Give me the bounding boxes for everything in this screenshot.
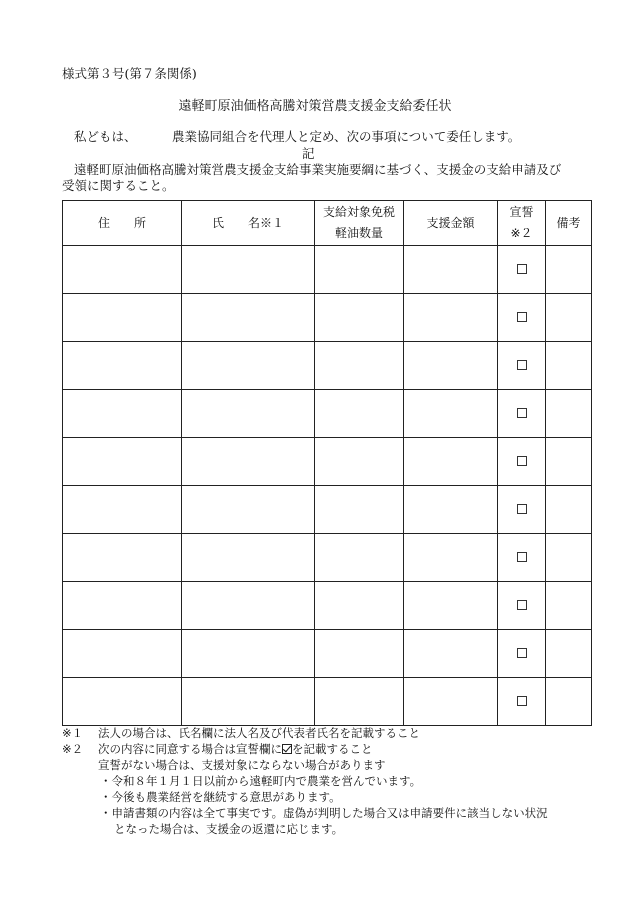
- table-row: [63, 342, 592, 390]
- amount-cell[interactable]: [404, 342, 498, 390]
- note-1-mark: ※１: [62, 726, 84, 740]
- oath-checkbox[interactable]: [517, 360, 527, 370]
- fuel-quantity-cell[interactable]: [315, 678, 404, 726]
- address-cell[interactable]: [63, 390, 182, 438]
- header-address: 住 所: [63, 201, 182, 246]
- remarks-cell[interactable]: [546, 630, 592, 678]
- oath-cell[interactable]: [498, 486, 546, 534]
- oath-checkbox[interactable]: [517, 408, 527, 418]
- amount-cell[interactable]: [404, 582, 498, 630]
- matter-line-2: 受領に関すること。: [62, 178, 175, 193]
- remarks-cell[interactable]: [546, 246, 592, 294]
- header-fuel-quantity: [315, 201, 404, 246]
- oath-cell[interactable]: [498, 246, 546, 294]
- fuel-quantity-cell[interactable]: [315, 390, 404, 438]
- oath-cell[interactable]: [498, 294, 546, 342]
- oath-bullet-2: ・今後も農業経営を継続する意思があります。: [100, 790, 341, 804]
- oath-cell[interactable]: [498, 630, 546, 678]
- form-number: 様式第３号(第７条関係): [62, 66, 197, 81]
- name-cell[interactable]: [182, 438, 315, 486]
- address-cell[interactable]: [63, 342, 182, 390]
- table-row: [63, 678, 592, 726]
- fuel-quantity-cell[interactable]: [315, 534, 404, 582]
- header-name: 氏 名※１: [182, 201, 315, 246]
- name-cell[interactable]: [182, 246, 315, 294]
- delegation-lead: 私どもは、: [74, 129, 137, 144]
- header-oath-line-1: 宣誓: [509, 205, 534, 219]
- note-2-sub: 宣誓がない場合は、支援対象にならない場合があります: [98, 758, 386, 772]
- address-cell[interactable]: [63, 630, 182, 678]
- table-row: [63, 438, 592, 486]
- oath-checkbox[interactable]: [517, 648, 527, 658]
- fuel-quantity-cell[interactable]: [315, 294, 404, 342]
- address-cell[interactable]: [63, 486, 182, 534]
- header-amount: 支援金額: [404, 201, 498, 246]
- note-2-text: [98, 741, 373, 757]
- checked-box-icon: [282, 744, 292, 754]
- oath-checkbox[interactable]: [517, 696, 527, 706]
- address-cell[interactable]: [63, 582, 182, 630]
- amount-cell[interactable]: [404, 294, 498, 342]
- remarks-cell[interactable]: [546, 390, 592, 438]
- table-header-row: [63, 201, 592, 246]
- table-row: [63, 294, 592, 342]
- header-fuel-line-1: 支給対象免税: [322, 205, 395, 219]
- table-row: [63, 582, 592, 630]
- fuel-quantity-cell[interactable]: [315, 246, 404, 294]
- oath-cell[interactable]: [498, 390, 546, 438]
- ki-heading: 記: [302, 146, 315, 161]
- oath-checkbox[interactable]: [517, 456, 527, 466]
- remarks-cell[interactable]: [546, 678, 592, 726]
- oath-cell[interactable]: [498, 678, 546, 726]
- name-cell[interactable]: [182, 630, 315, 678]
- name-cell[interactable]: [182, 582, 315, 630]
- fuel-quantity-cell[interactable]: [315, 486, 404, 534]
- fuel-quantity-cell[interactable]: [315, 582, 404, 630]
- amount-cell[interactable]: [404, 534, 498, 582]
- name-cell[interactable]: [182, 534, 315, 582]
- remarks-cell[interactable]: [546, 534, 592, 582]
- table-row: [63, 486, 592, 534]
- oath-bullet-1: ・令和８年１月１日以前から遠軽町内で農業を営んでいます。: [100, 774, 422, 788]
- oath-cell[interactable]: [498, 342, 546, 390]
- table-row: [63, 246, 592, 294]
- address-cell[interactable]: [63, 534, 182, 582]
- header-fuel-line-2: 軽油数量: [334, 226, 383, 240]
- amount-cell[interactable]: [404, 630, 498, 678]
- remarks-cell[interactable]: [546, 294, 592, 342]
- amount-cell[interactable]: [404, 678, 498, 726]
- address-cell[interactable]: [63, 294, 182, 342]
- oath-checkbox[interactable]: [517, 312, 527, 322]
- oath-checkbox[interactable]: [517, 264, 527, 274]
- oath-cell[interactable]: [498, 534, 546, 582]
- name-cell[interactable]: [182, 390, 315, 438]
- oath-checkbox[interactable]: [517, 552, 527, 562]
- matter-line-1: 遠軽町原油価格高騰対策営農支援金支給事業実施要綱に基づく、支援金の支給申請及び: [74, 162, 562, 177]
- remarks-cell[interactable]: [546, 438, 592, 486]
- address-cell[interactable]: [63, 438, 182, 486]
- fuel-quantity-cell[interactable]: [315, 630, 404, 678]
- fuel-quantity-cell[interactable]: [315, 342, 404, 390]
- remarks-cell[interactable]: [546, 342, 592, 390]
- name-cell[interactable]: [182, 342, 315, 390]
- amount-cell[interactable]: [404, 438, 498, 486]
- header-oath-line-2: ※２: [510, 226, 533, 240]
- delegation-table: [62, 200, 592, 726]
- oath-cell[interactable]: [498, 438, 546, 486]
- oath-bullet-3-line-1: ・申請書類の内容は全て事実です。虚偽が判明した場合又は申請要件に該当しない状況: [100, 806, 548, 820]
- document-title: 遠軽町原油価格高騰対策営農支援金支給委任状: [178, 99, 452, 114]
- remarks-cell[interactable]: [546, 486, 592, 534]
- name-cell[interactable]: [182, 678, 315, 726]
- note-1-text: 法人の場合は、氏名欄に法人名及び代表者氏名を記載すること: [98, 726, 420, 740]
- table-row: [63, 630, 592, 678]
- remarks-cell[interactable]: [546, 582, 592, 630]
- oath-checkbox[interactable]: [517, 504, 527, 514]
- amount-cell[interactable]: [404, 390, 498, 438]
- oath-checkbox[interactable]: [517, 600, 527, 610]
- name-cell[interactable]: [182, 294, 315, 342]
- fuel-quantity-cell[interactable]: [315, 438, 404, 486]
- name-cell[interactable]: [182, 486, 315, 534]
- header-oath: [498, 201, 546, 246]
- address-cell[interactable]: [63, 678, 182, 726]
- oath-bullet-3-line-2: となった場合は、支援金の返還に応じます。: [114, 822, 344, 836]
- note-2-text-pre: 次の内容に同意する場合は宣誓欄に: [98, 742, 282, 756]
- note-2-text-post: を記載すること: [292, 742, 373, 756]
- table-row: [63, 534, 592, 582]
- note-2-mark: ※２: [62, 742, 84, 756]
- address-cell[interactable]: [63, 246, 182, 294]
- amount-cell[interactable]: [404, 486, 498, 534]
- delegation-rest: 農業協同組合を代理人と定め、次の事項について委任します。: [172, 129, 521, 144]
- table-row: [63, 390, 592, 438]
- oath-cell[interactable]: [498, 582, 546, 630]
- amount-cell[interactable]: [404, 246, 498, 294]
- header-remarks: 備考: [546, 201, 592, 246]
